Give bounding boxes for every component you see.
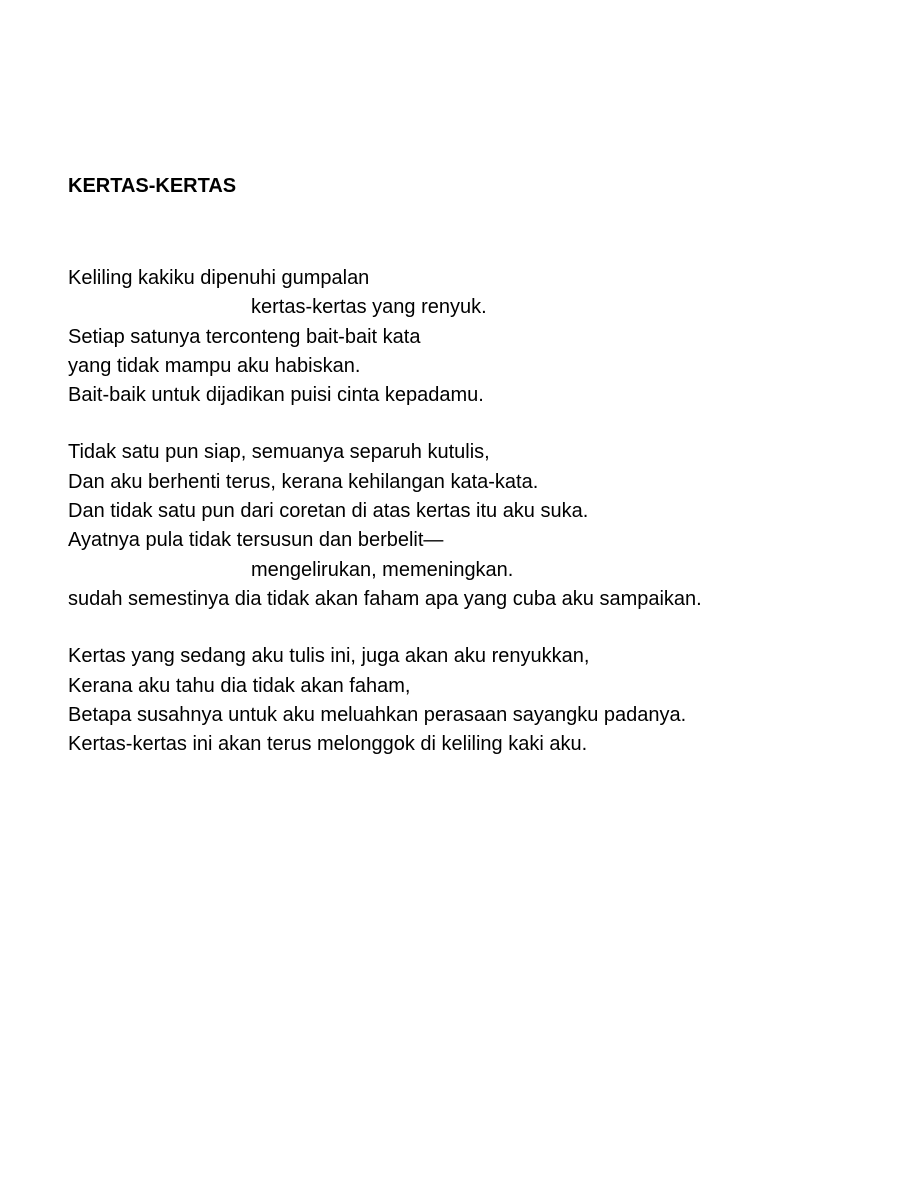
poem-line: Kertas-kertas ini akan terus melonggok di keliling kaki aku. — [68, 733, 588, 756]
poem-line: Kerana aku tahu dia tidak akan faham, — [68, 674, 411, 697]
poem-title: KERTAS-KERTAS — [68, 175, 237, 197]
poem-line: Ayatnya pula tidak tersusun dan berbelit— — [68, 529, 444, 552]
stanza-3 — [68, 642, 888, 759]
poem-line-indented: kertas-kertas yang renyuk. — [251, 296, 487, 319]
poem-line: sudah semestinya dia tidak akan faham apa yang cuba aku sampaikan. — [68, 587, 702, 610]
poem-line: yang tidak mampu aku habiskan. — [68, 354, 361, 377]
poem-line: Dan aku berhenti terus, kerana kehilangan kata-kata. — [68, 470, 539, 493]
poem-line: Betapa susahnya untuk aku meluahkan perasaan sayangku padanya. — [68, 703, 687, 726]
poem-line-indented: mengelirukan, memeningkan. — [251, 558, 514, 581]
stanza-1 — [68, 264, 888, 410]
poem-line: Bait-baik untuk dijadikan puisi cinta kepadamu. — [68, 384, 484, 407]
stanza-2 — [68, 438, 888, 614]
document-page — [68, 171, 888, 759]
poem-line: Tidak satu pun siap, semuanya separuh kutulis, — [68, 441, 490, 464]
poem-line: Setiap satunya terconteng bait-bait kata — [68, 325, 421, 348]
poem-line: Keliling kakiku dipenuhi gumpalan — [68, 267, 370, 289]
poem-line: Dan tidak satu pun dari coretan di atas kertas itu aku suka. — [68, 500, 589, 523]
poem-line: Kertas yang sedang aku tulis ini, juga akan aku renyukkan, — [68, 645, 590, 668]
